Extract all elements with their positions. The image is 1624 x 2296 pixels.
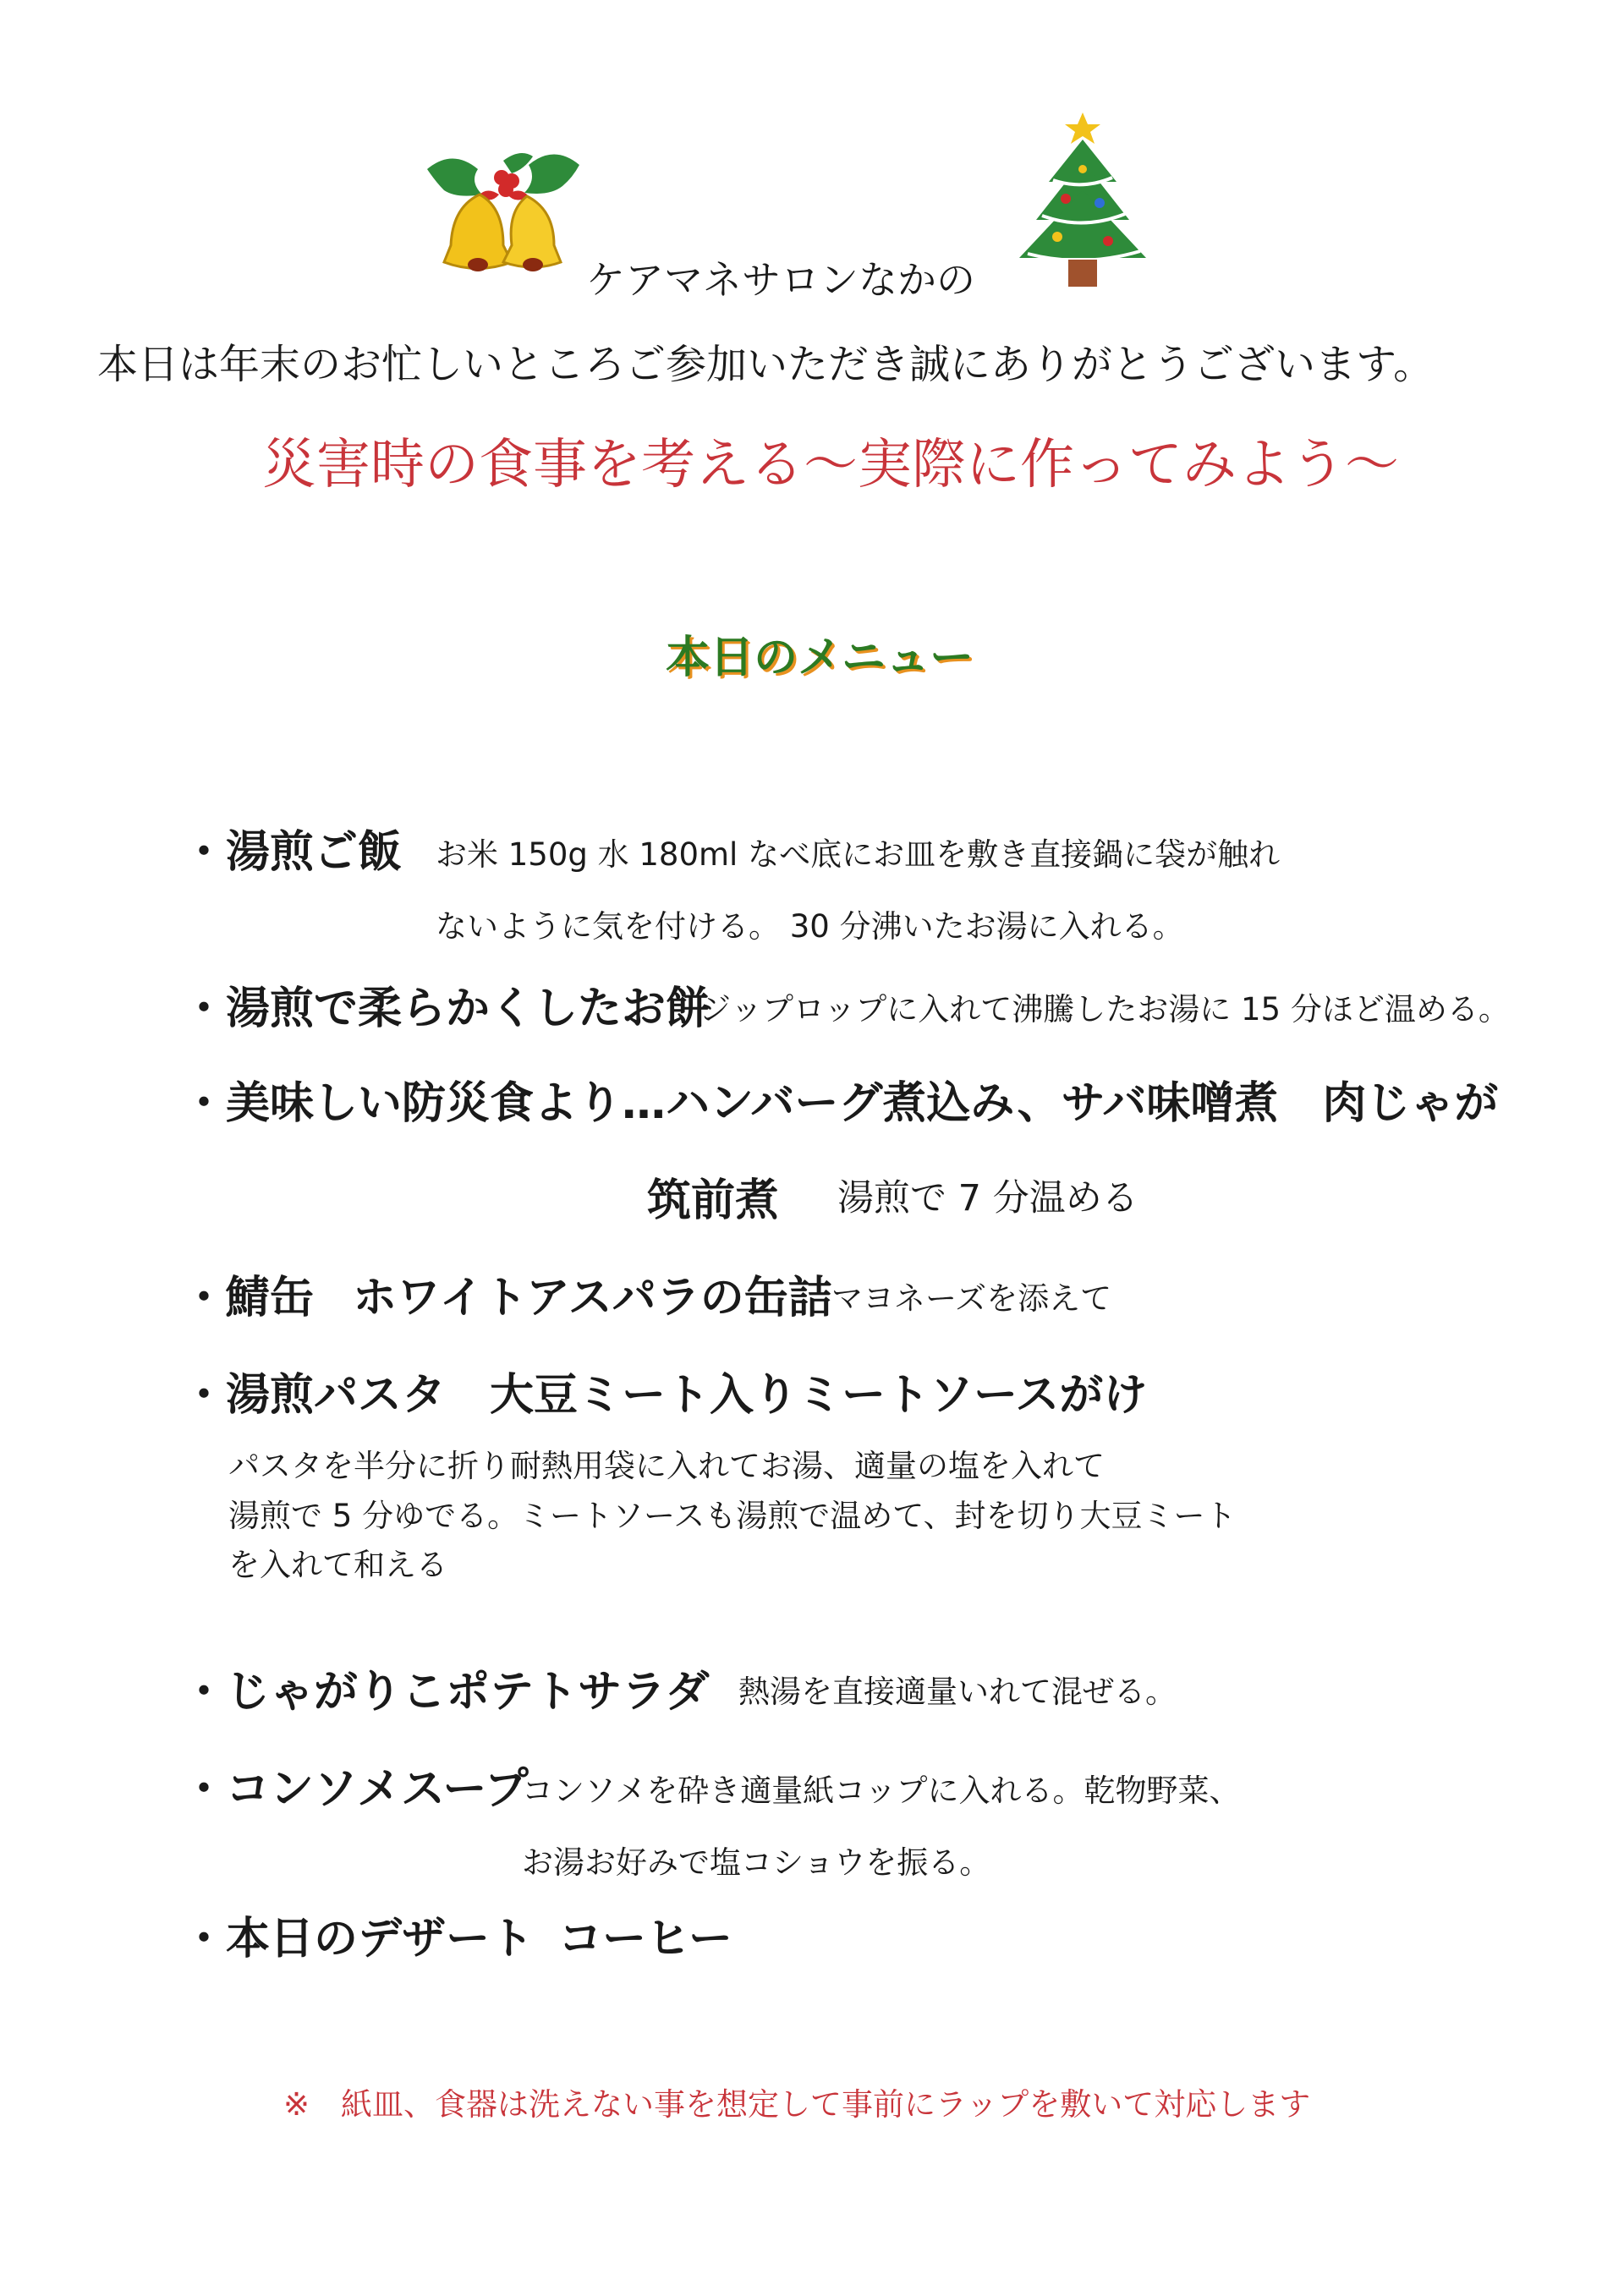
menu-item-desc: マヨネーズを添えて (831, 1280, 1112, 1317)
menu-item-name: ・湯煎で柔らかくしたお餅 (182, 984, 710, 1034)
menu-item-name: ・湯煎パスタ 大豆ミート入りミートソースがけ (182, 1370, 1148, 1421)
menu-item-desc: 湯煎で 5 分ゆでる。ミートソースも湯煎で温めて、封を切り大豆ミート (228, 1498, 1237, 1534)
footer-note: ※ 紙皿、食器は洗えない事を想定して事前にラップを敷いて対応します (283, 2086, 1311, 2123)
christmas-bells-icon (419, 144, 588, 288)
menu-item-name: ・コンソメスープ (182, 1764, 529, 1815)
menu-item-name-cont: ホワイトアスパラの缶詰 (353, 1273, 832, 1323)
menu-item-desc: コンソメを砕き適量紙コップに入れる。乾物野菜、 (522, 1773, 1241, 1809)
christmas-tree-icon (1007, 106, 1159, 292)
menu-item-desc: お湯お好みで塩コショウを振る。 (522, 1844, 991, 1881)
menu-item-desc: を入れて和える (228, 1547, 447, 1583)
menu-item-desc: ジップロップに入れて沸騰したお湯に 15 分ほど温める。 (700, 991, 1510, 1027)
event-title: 災害時の食事を考える～実際に作ってみよう～ (262, 434, 1399, 496)
menu-item-name: ・美味しい防災食より…ハンバーグ煮込み、サバ味噌煮 肉じゃが (182, 1078, 1499, 1129)
menu-item-name: ・本日のデザート (182, 1914, 535, 1964)
thanks-message: 本日は年末のお忙しいところご参加いただき誠にありがとうございます。 (97, 341, 1435, 388)
menu-item-name: ・鯖缶 (182, 1273, 315, 1323)
menu-item-name: ・湯煎ご飯 (182, 827, 403, 878)
menu-item-desc: ないように気を付ける。 30 分沸いたお湯に入れる。 (436, 908, 1184, 945)
menu-item-desc: 熱湯を直接適量いれて混ぜる。 (738, 1674, 1177, 1710)
menu-item-name-cont: コーヒー (558, 1914, 732, 1964)
menu-item-desc: 湯煎で 7 分温める (837, 1177, 1138, 1219)
menu-item-desc: お米 150g 水 180ml なべ底にお皿を敷き直接鍋に袋が触れ (436, 836, 1281, 873)
menu-item-name-cont: 筑前煮 (647, 1175, 780, 1226)
menu-item-desc: パスタを半分に折り耐熱用袋に入れてお湯、適量の塩を入れて (228, 1448, 1105, 1484)
salon-name: ケアマネサロンなかの (586, 257, 975, 303)
menu-item-name: ・じゃがりこポテトサラダ (182, 1667, 710, 1718)
menu-heading: 本日のメニュー (666, 633, 974, 683)
